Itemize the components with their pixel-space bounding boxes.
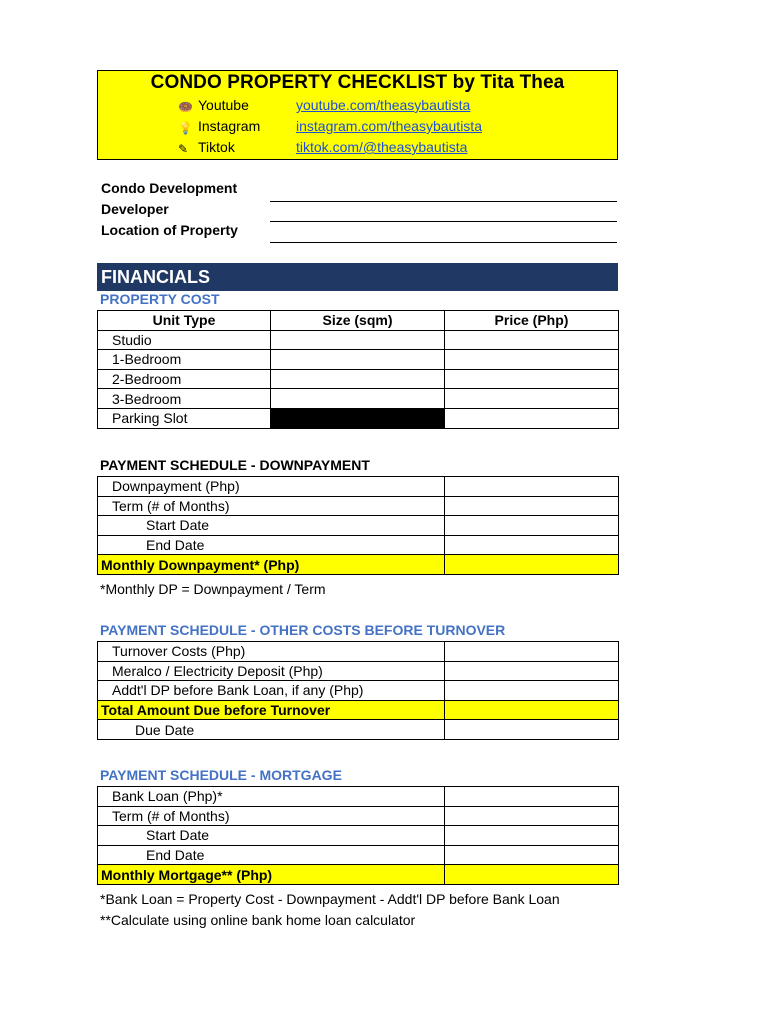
size-cell[interactable] [271,369,445,389]
tiktok-icon: ✎ [178,142,189,156]
table-row [98,516,619,536]
youtube-link[interactable]: youtube.com/theasybautista [296,97,471,113]
total-row [98,555,619,575]
value-cell[interactable] [445,787,619,807]
value-cell[interactable] [445,516,619,536]
location-field[interactable] [270,242,617,243]
value-cell[interactable] [445,661,619,681]
table-row [98,350,619,370]
unit-type-cell: 3-Bedroom [98,389,271,409]
value-cell[interactable] [445,642,619,662]
developer-field[interactable] [270,221,617,222]
financials-banner: FINANCIALS [97,263,618,291]
value-cell[interactable] [445,845,619,865]
condo-development-field[interactable] [270,201,617,202]
property-cost-table [97,310,619,429]
price-cell[interactable] [445,408,619,428]
lightbulb-icon: 💡 [178,121,193,135]
total-label: Monthly Downpayment* (Php) [98,555,445,575]
mortgage-note-1: *Bank Loan = Property Cost - Downpayment - Addt'l DP before Bank Loan [100,891,560,907]
table-row [98,720,619,740]
instagram-link[interactable]: instagram.com/theasybautista [296,118,482,134]
total-label: Total Amount Due before Turnover [98,700,445,720]
table-row [98,477,619,497]
row-label: Start Date [98,516,445,536]
social-name: Tiktok [198,139,235,155]
size-cell[interactable] [271,389,445,409]
row-label: Term (# of Months) [98,806,445,826]
row-label: Meralco / Electricity Deposit (Php) [98,661,445,681]
row-label: Addt'l DP before Bank Loan, if any (Php) [98,681,445,701]
price-cell[interactable] [445,350,619,370]
other-costs-table [97,641,619,740]
page-title: CONDO PROPERTY CHECKLIST by Tita Thea [150,72,565,93]
tiktok-link[interactable]: tiktok.com/@theasybautista [296,139,468,155]
price-cell[interactable] [445,369,619,389]
row-label: Term (# of Months) [98,496,445,516]
size-cell[interactable] [271,350,445,370]
value-cell[interactable] [445,535,619,555]
total-label: Monthly Mortgage** (Php) [98,865,445,885]
total-value-cell[interactable] [445,700,619,720]
unit-type-cell: Parking Slot [98,408,271,428]
table-row [98,408,619,428]
size-cell[interactable] [271,330,445,350]
table-row [98,806,619,826]
table-row [98,535,619,555]
row-label: Due Date [98,720,445,740]
developer-label: Developer [101,201,169,217]
column-header: Size (sqm) [271,311,445,331]
donut-icon: 🍩 [178,100,193,114]
table-row [98,496,619,516]
mortgage-table [97,786,619,885]
property-cost-heading: PROPERTY COST [100,291,220,307]
mortgage-heading: PAYMENT SCHEDULE - MORTGAGE [100,767,342,783]
total-row [98,700,619,720]
table-row [98,389,619,409]
row-label: Bank Loan (Php)* [98,787,445,807]
column-header: Price (Php) [445,311,619,331]
mortgage-note-2: **Calculate using online bank home loan calculator [100,912,416,928]
social-name: Youtube [198,97,249,113]
downpayment-table [97,476,619,575]
row-label: Turnover Costs (Php) [98,642,445,662]
downpayment-heading: PAYMENT SCHEDULE - DOWNPAYMENT [100,457,370,473]
value-cell[interactable] [445,496,619,516]
table-header-row [98,311,619,331]
table-row [98,330,619,350]
row-label: End Date [98,535,445,555]
other-costs-heading: PAYMENT SCHEDULE - OTHER COSTS BEFORE TURNOVER [100,622,506,638]
table-row [98,661,619,681]
table-row [98,787,619,807]
table-row [98,826,619,846]
header-box [97,70,618,160]
table-row [98,845,619,865]
row-label: Start Date [98,826,445,846]
social-name: Instagram [198,118,261,134]
value-cell[interactable] [445,720,619,740]
row-label: Downpayment (Php) [98,477,445,497]
unit-type-cell: Studio [98,330,271,350]
total-row [98,865,619,885]
table-row [98,681,619,701]
column-header: Unit Type [98,311,271,331]
unit-type-cell: 1-Bedroom [98,350,271,370]
value-cell[interactable] [445,806,619,826]
price-cell[interactable] [445,389,619,409]
unit-type-cell: 2-Bedroom [98,369,271,389]
price-cell[interactable] [445,330,619,350]
table-row [98,642,619,662]
downpayment-note: *Monthly DP = Downpayment / Term [100,581,326,597]
table-row [98,369,619,389]
condo-development-label: Condo Development [101,180,238,196]
row-label: End Date [98,845,445,865]
value-cell[interactable] [445,826,619,846]
location-label: Location of Property [101,222,238,238]
value-cell[interactable] [445,477,619,497]
size-cell-blocked [271,408,445,428]
total-value-cell[interactable] [445,555,619,575]
total-value-cell[interactable] [445,865,619,885]
value-cell[interactable] [445,681,619,701]
